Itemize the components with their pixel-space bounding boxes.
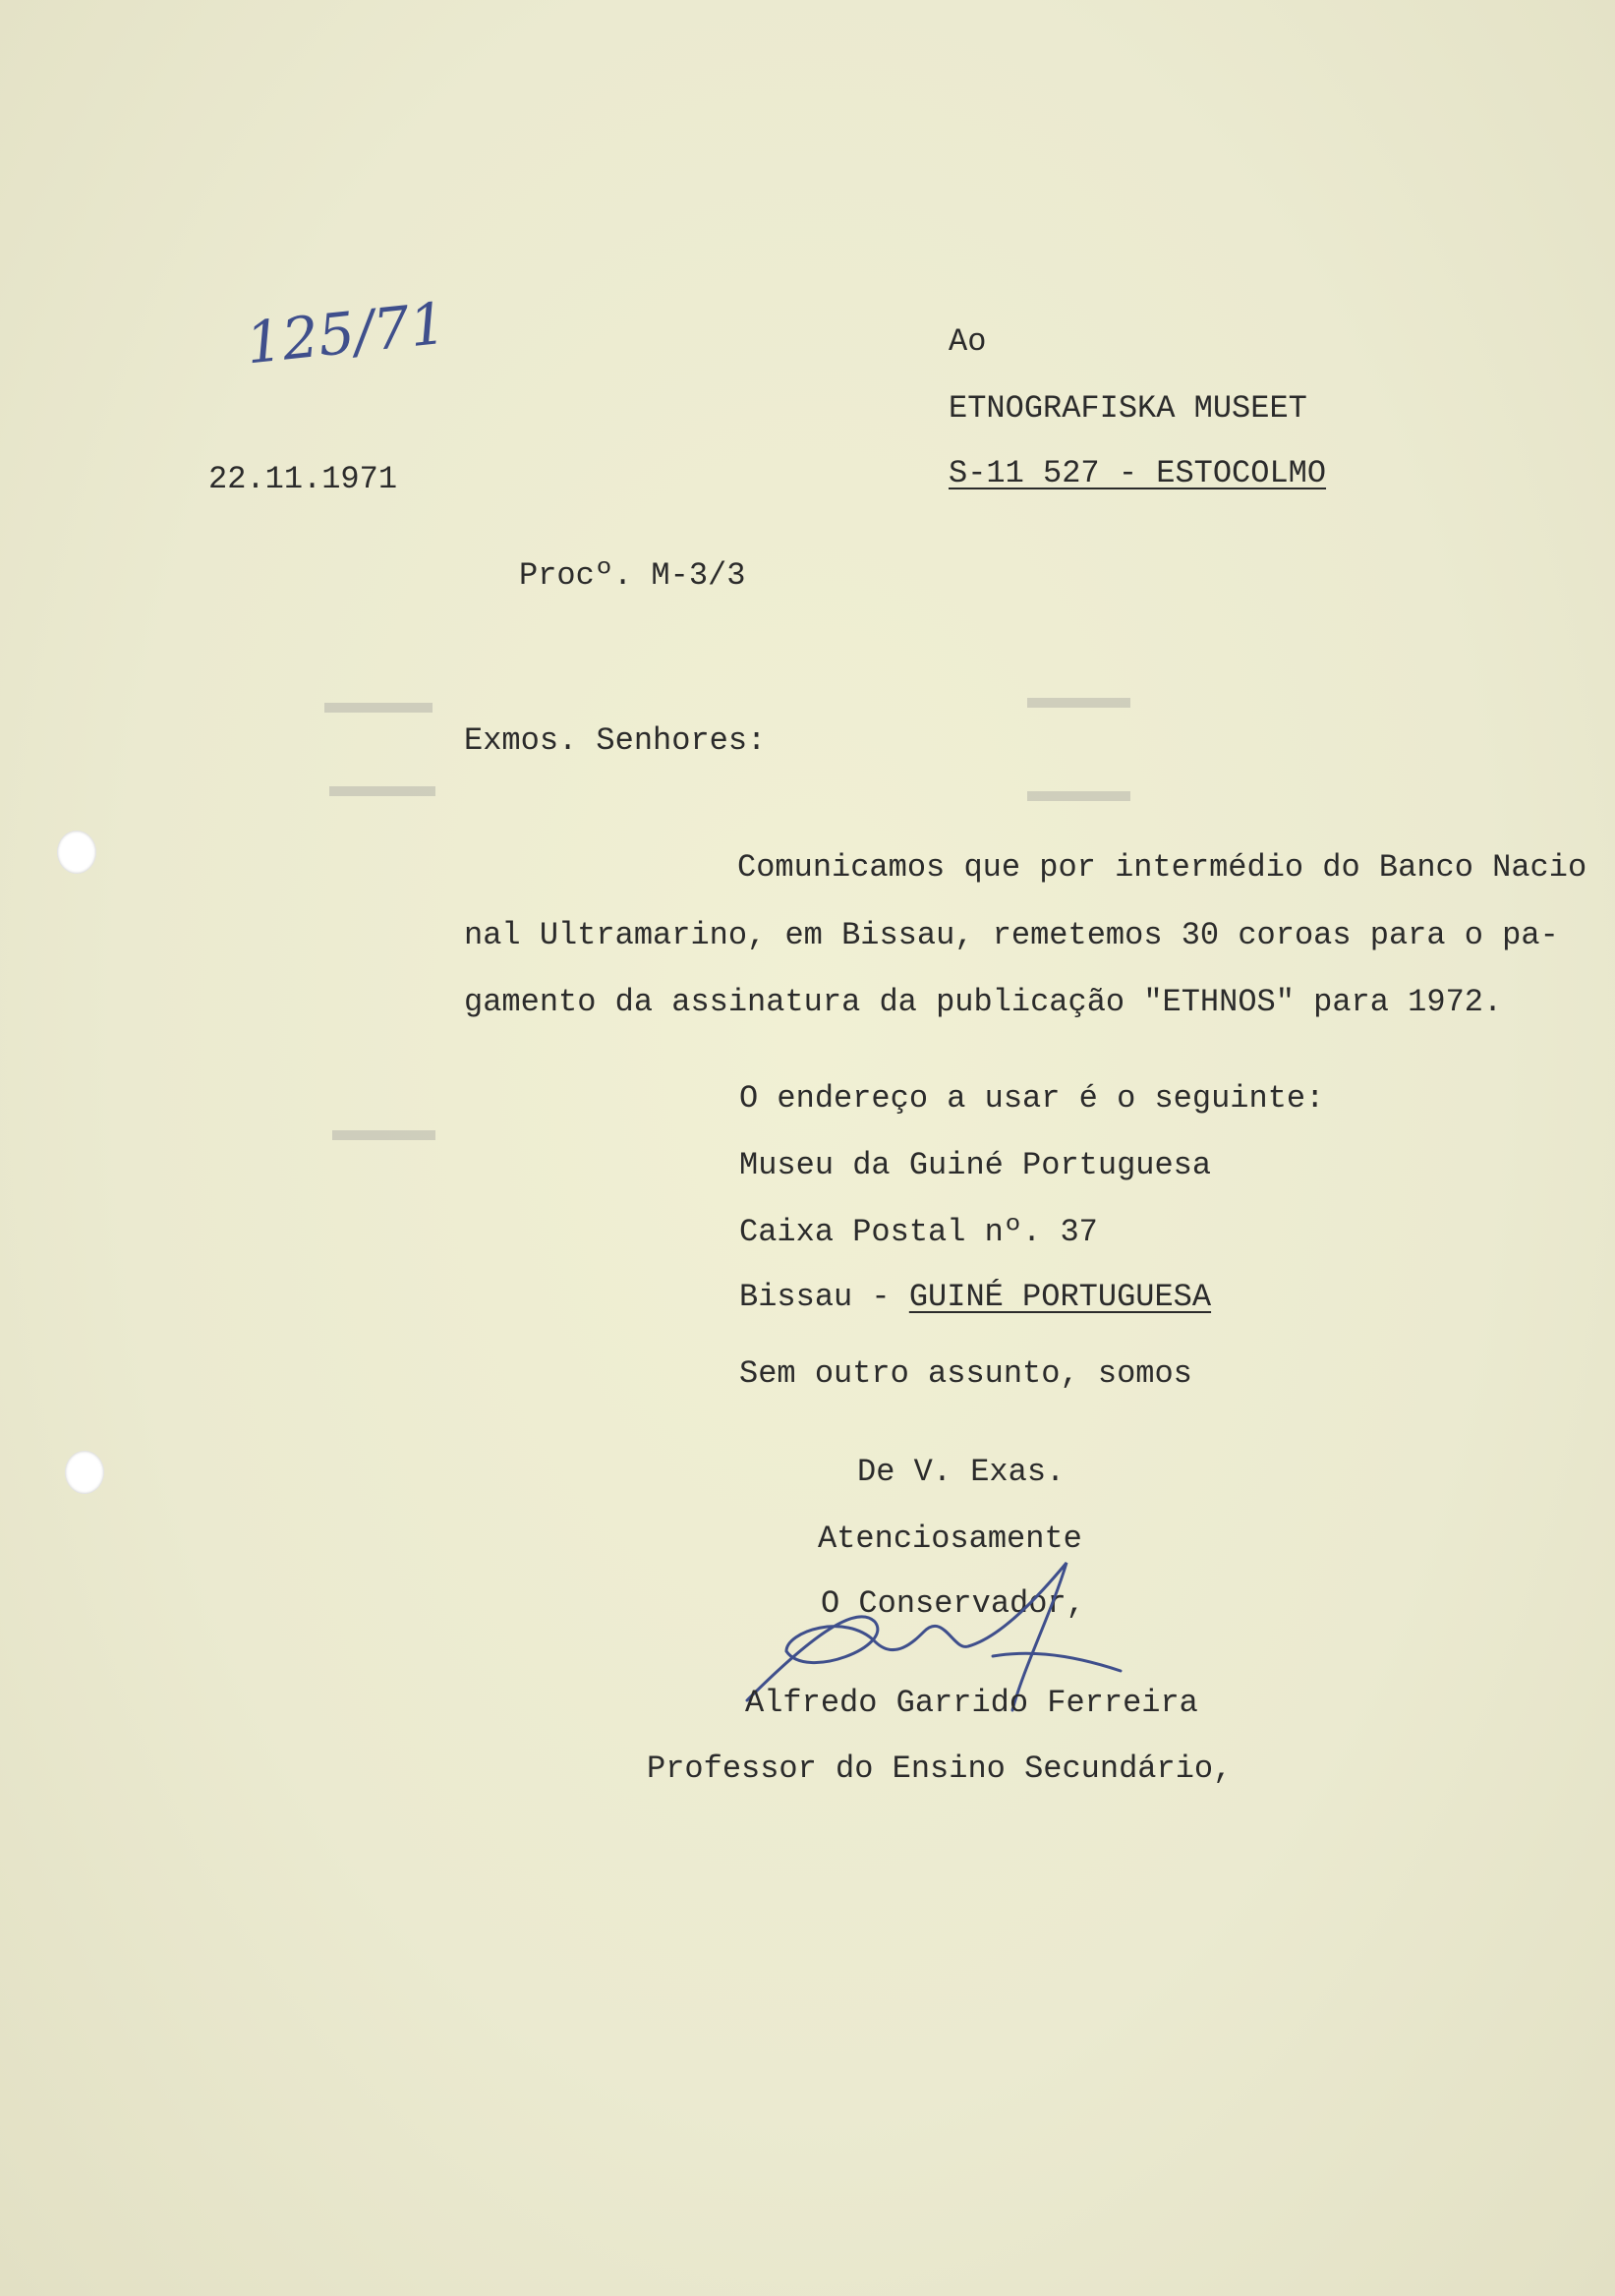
salutation: Exmos. Senhores: [464, 722, 767, 759]
body-line: nal Ultramarino, em Bissau, remetemos 30 coroas para o pa- [464, 917, 1559, 953]
smudge [329, 786, 435, 796]
process-reference: Procº. M-3/3 [519, 557, 746, 594]
closing-line: Sem outro assunto, somos [739, 1355, 1192, 1392]
recipient-address: S-11 527 - ESTOCOLMO [949, 455, 1327, 491]
address-line [739, 1280, 1211, 1315]
punch-hole-bottom [65, 1451, 104, 1494]
letter-date: 22.11.1971 [208, 461, 398, 497]
punch-hole-top [57, 831, 96, 874]
smudge [1027, 698, 1130, 708]
address-line: Caixa Postal nº. 37 [739, 1214, 1098, 1250]
body-line: gamento da assinatura da publicação "ETHNOS" para 1972. [464, 984, 1503, 1020]
handwritten-reference: 125/71 [243, 289, 450, 377]
address-line: Museu da Guiné Portuguesa [739, 1147, 1212, 1183]
body-line: Comunicamos que por intermédio do Banco Nacio [737, 849, 1587, 886]
recipient-prefix: Ao [949, 323, 987, 360]
address-country: GUINÉ PORTUGUESA [908, 1279, 1212, 1315]
signatory-name: Alfredo Garrido Ferreira [745, 1685, 1198, 1721]
signatory-title: Professor do Ensino Secundário, [647, 1751, 1233, 1787]
closing-regards: Atenciosamente [818, 1521, 1082, 1557]
smudge [1027, 791, 1130, 801]
address-city: Bissau - [739, 1279, 909, 1315]
smudge [324, 703, 433, 713]
smudge [332, 1130, 435, 1140]
closing-greeting: De V. Exas. [857, 1454, 1066, 1490]
recipient-name: ETNOGRAFISKA MUSEET [949, 390, 1307, 427]
address-intro: O endereço a usar é o seguinte: [739, 1080, 1325, 1117]
closing-role: O Conservador, [821, 1585, 1085, 1622]
